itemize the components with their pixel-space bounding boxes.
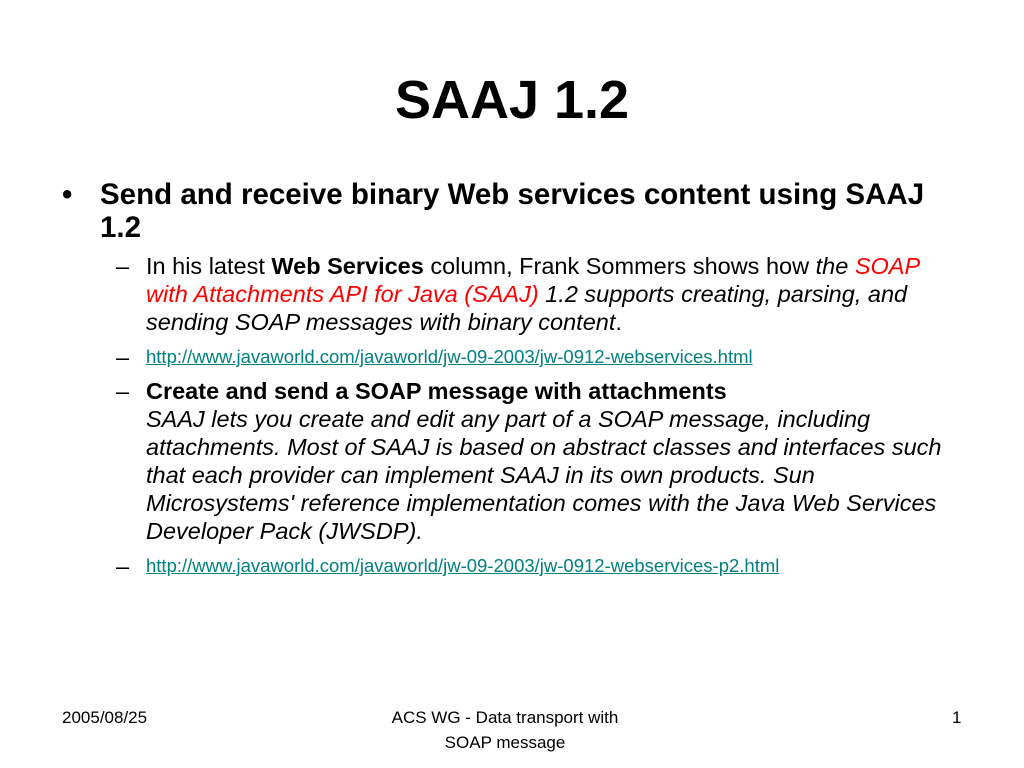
footer-page-number: 1: [952, 708, 962, 727]
sub-item-link-1: [116, 344, 961, 370]
sub-item-column: [116, 252, 961, 336]
sub-item-column-text-b: column, Frank Sommers shows how: [423, 253, 816, 279]
bullet-main-text: Send and receive binary Web services content using SAAJ 1.2: [100, 178, 925, 244]
sub-item-column-bold: Web Services: [271, 253, 424, 279]
sub-item-column-italic-b: 1.2 supports creating, parsing, and sending SOAP messages with binary content: [146, 281, 908, 335]
dash-marker: –: [116, 344, 130, 370]
dash-marker: –: [116, 253, 130, 279]
sub-item-column-italic-a: the: [815, 253, 855, 279]
slide-title: SAAJ 1.2: [394, 70, 630, 130]
dash-marker: –: [116, 553, 130, 579]
dash-marker: –: [116, 378, 130, 404]
sub-item-link-2: [116, 553, 961, 579]
footer-title: [350, 705, 660, 755]
sub-item-create-send-body: SAAJ lets you create and edit any part of a SOAP message, including attachments. Most of SAAJ is based on abstract classes and interfaces such that each provider can implement SAAJ in its own products. Sun Microsystems' reference implementation comes with the Java Web Services Developer Pack (JWSDP).: [146, 406, 942, 544]
link-webservices-p2[interactable]: http://www.javaworld.com/javaworld/jw-09-2003/jw-0912-webservices-p2.html: [146, 555, 780, 576]
sub-item-column-red: SOAP with Attachments API for Java (SAAJ): [146, 253, 920, 307]
sub-item-create-send-heading: Create and send a SOAP message with attachments: [146, 378, 727, 404]
link-webservices[interactable]: http://www.javaworld.com/javaworld/jw-09-2003/jw-0912-webservices.html: [146, 346, 753, 367]
slide-body: [0, 178, 1024, 578]
bullet-main: [62, 178, 970, 244]
sub-item-column-text-c: .: [615, 309, 622, 335]
footer-date: 2005/08/25: [62, 708, 148, 727]
footer-title-line1: ACS WG - Data transport with: [391, 708, 619, 727]
sub-item-column-text-a: In his latest: [146, 253, 272, 279]
sub-item-create-send: [116, 377, 961, 545]
bullet-marker: •: [62, 178, 73, 211]
footer-title-line2: SOAP message: [444, 733, 566, 752]
